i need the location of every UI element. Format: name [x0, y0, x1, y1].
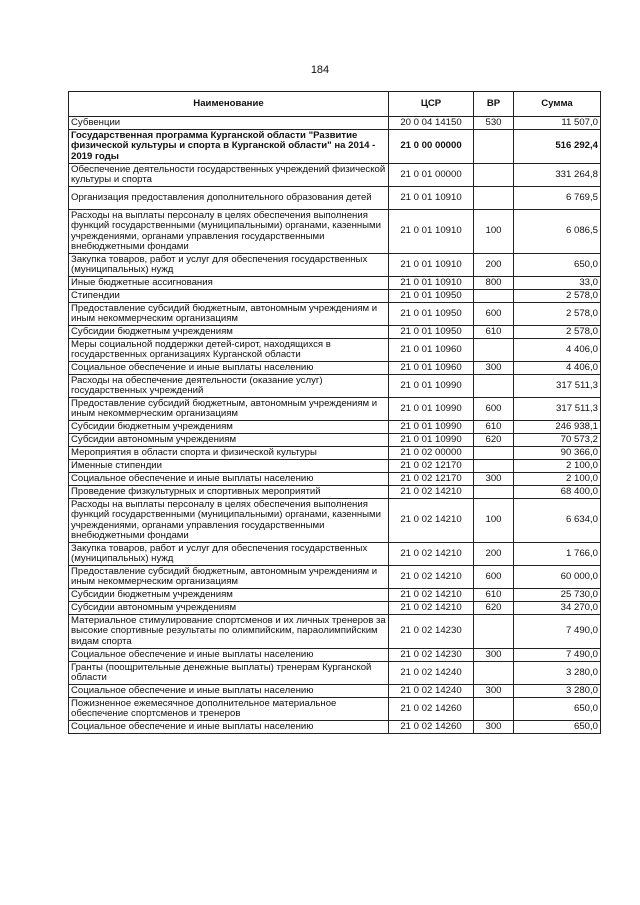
row-vr: 300: [474, 721, 514, 734]
row-vr: 610: [474, 421, 514, 434]
row-vr: 600: [474, 398, 514, 421]
row-name: Материальное стимулирование спортсменов и их личных тренеров за высокие спортивные результаты по олимпийским, параолимпийским видам спорта: [69, 615, 389, 649]
row-vr: [474, 615, 514, 649]
row-vr: [474, 698, 514, 721]
row-csr: 21 0 02 14230: [389, 649, 474, 662]
table-row: [69, 662, 601, 685]
table-row: [69, 460, 601, 473]
row-name: Расходы на обеспечение деятельности (оказание услуг) государственных учреждений: [69, 375, 389, 398]
table-row: [69, 566, 601, 589]
row-vr: 100: [474, 499, 514, 543]
row-vr: 530: [474, 117, 514, 130]
row-vr: 200: [474, 543, 514, 566]
table-row: [69, 421, 601, 434]
row-vr: 600: [474, 303, 514, 326]
row-sum: 2 100,0: [514, 460, 601, 473]
row-vr: [474, 339, 514, 362]
row-sum: 650,0: [514, 698, 601, 721]
row-sum: 25 730,0: [514, 589, 601, 602]
row-name: Субсидии автономным учреждениям: [69, 434, 389, 447]
row-vr: 100: [474, 210, 514, 254]
row-csr: 21 0 01 10960: [389, 339, 474, 362]
row-csr: 21 0 01 10990: [389, 434, 474, 447]
table-row: [69, 486, 601, 499]
table-row: [69, 254, 601, 277]
row-csr: 21 0 01 10950: [389, 290, 474, 303]
row-csr: 21 0 01 10910: [389, 254, 474, 277]
row-name: Социальное обеспечение и иные выплаты населению: [69, 649, 389, 662]
table-row: [69, 698, 601, 721]
row-sum: 3 280,0: [514, 662, 601, 685]
row-vr: 610: [474, 326, 514, 339]
table-row: [69, 589, 601, 602]
row-sum: 246 938,1: [514, 421, 601, 434]
row-name: Закупка товаров, работ и услуг для обеспечения государственных (муниципальных) нужд: [69, 254, 389, 277]
row-csr: 21 0 01 10910: [389, 210, 474, 254]
row-sum: 1 766,0: [514, 543, 601, 566]
row-name: Проведение физкультурных и спортивных мероприятий: [69, 486, 389, 499]
table-row: [69, 326, 601, 339]
row-name: Предоставление субсидий бюджетным, автономным учреждениям и иным некоммерческим организациям: [69, 303, 389, 326]
row-csr: 21 0 02 14240: [389, 662, 474, 685]
row-name: Предоставление субсидий бюджетным, автономным учреждениям и иным некоммерческим организациям: [69, 398, 389, 421]
row-vr: 300: [474, 649, 514, 662]
row-vr: 300: [474, 362, 514, 375]
row-csr: 21 0 02 14210: [389, 602, 474, 615]
row-sum: 3 280,0: [514, 685, 601, 698]
row-sum: 2 578,0: [514, 326, 601, 339]
row-csr: 21 0 02 14260: [389, 698, 474, 721]
row-name: Субвенции: [69, 117, 389, 130]
row-vr: 610: [474, 589, 514, 602]
row-sum: 34 270,0: [514, 602, 601, 615]
row-csr: 21 0 01 10950: [389, 326, 474, 339]
table-row: [69, 447, 601, 460]
row-sum: 650,0: [514, 721, 601, 734]
table-row: [69, 615, 601, 649]
row-name: Социальное обеспечение и иные выплаты населению: [69, 473, 389, 486]
table-row: [69, 164, 601, 187]
row-vr: 300: [474, 473, 514, 486]
row-csr: 21 0 01 10990: [389, 421, 474, 434]
table-row: [69, 277, 601, 290]
row-sum: 2 578,0: [514, 303, 601, 326]
table-row: [69, 375, 601, 398]
row-csr: 21 0 01 10910: [389, 277, 474, 290]
row-csr: 21 0 01 10910: [389, 187, 474, 210]
table-row: [69, 339, 601, 362]
row-name: Закупка товаров, работ и услуг для обеспечения государственных (муниципальных) нужд: [69, 543, 389, 566]
row-vr: [474, 460, 514, 473]
row-csr: 21 0 02 14240: [389, 685, 474, 698]
row-sum: 2 100,0: [514, 473, 601, 486]
row-csr: 21 0 02 14230: [389, 615, 474, 649]
row-sum: 516 292,4: [514, 130, 601, 164]
row-sum: 60 000,0: [514, 566, 601, 589]
row-sum: 4 406,0: [514, 362, 601, 375]
row-name: Организация предоставления дополнительного образования детей: [69, 187, 389, 210]
table-row: [69, 543, 601, 566]
row-sum: 7 490,0: [514, 615, 601, 649]
row-sum: 4 406,0: [514, 339, 601, 362]
table-row: [69, 685, 601, 698]
table-row: [69, 398, 601, 421]
row-name: Социальное обеспечение и иные выплаты населению: [69, 685, 389, 698]
row-name: Пожизненное ежемесячное дополнительное материальное обеспечение спортсменов и тренеров: [69, 698, 389, 721]
table-row: [69, 117, 601, 130]
row-csr: 21 0 00 00000: [389, 130, 474, 164]
row-name: Меры социальной поддержки детей-сирот, находящихся в государственных организациях Курганской области: [69, 339, 389, 362]
row-csr: 21 0 02 00000: [389, 447, 474, 460]
row-name: Расходы на выплаты персоналу в целях обеспечения выполнения функций государственными (муниципальными) органами, казенными учреждениями, органами управления государственными внебюджетными фондами: [69, 499, 389, 543]
page-number: 184: [310, 64, 330, 76]
row-sum: 11 507,0: [514, 117, 601, 130]
row-vr: 620: [474, 602, 514, 615]
row-vr: [474, 130, 514, 164]
row-name: Социальное обеспечение и иные выплаты населению: [69, 721, 389, 734]
row-csr: 21 0 02 14210: [389, 499, 474, 543]
row-csr: 21 0 01 10950: [389, 303, 474, 326]
table-row: [69, 499, 601, 543]
row-name: Мероприятия в области спорта и физической культуры: [69, 447, 389, 460]
header-name: Наименование: [69, 92, 389, 117]
row-sum: 90 366,0: [514, 447, 601, 460]
row-csr: 21 0 02 12170: [389, 460, 474, 473]
header-vr: ВР: [474, 92, 514, 117]
row-vr: [474, 290, 514, 303]
row-csr: 21 0 02 14210: [389, 566, 474, 589]
row-sum: 317 511,3: [514, 398, 601, 421]
row-vr: 600: [474, 566, 514, 589]
row-vr: [474, 662, 514, 685]
table-body: [69, 117, 601, 734]
row-sum: 317 511,3: [514, 375, 601, 398]
row-csr: 21 0 01 10960: [389, 362, 474, 375]
row-name: Субсидии автономным учреждениям: [69, 602, 389, 615]
table-row: [69, 434, 601, 447]
row-csr: 21 0 02 14210: [389, 486, 474, 499]
table-header-row: [69, 92, 601, 117]
row-sum: 2 578,0: [514, 290, 601, 303]
row-csr: 21 0 01 00000: [389, 164, 474, 187]
row-name: Именные стипендии: [69, 460, 389, 473]
row-name: Стипендии: [69, 290, 389, 303]
row-sum: 6 634,0: [514, 499, 601, 543]
row-name: Гранты (поощрительные денежные выплаты) тренерам Курганской области: [69, 662, 389, 685]
row-sum: 331 264,8: [514, 164, 601, 187]
row-sum: 6 769,5: [514, 187, 601, 210]
row-csr: 21 0 02 14260: [389, 721, 474, 734]
row-name: Субсидии бюджетным учреждениям: [69, 421, 389, 434]
row-sum: 70 573,2: [514, 434, 601, 447]
table-row: [69, 473, 601, 486]
row-vr: 300: [474, 685, 514, 698]
row-name: Расходы на выплаты персоналу в целях обеспечения выполнения функций государственными (муниципальными) органами, казенными учреждениями, органами управления государственными внебюджетными фондами: [69, 210, 389, 254]
row-name: Иные бюджетные ассигнования: [69, 277, 389, 290]
row-csr: 21 0 02 12170: [389, 473, 474, 486]
table-row: [69, 130, 601, 164]
row-sum: 6 086,5: [514, 210, 601, 254]
table-row: [69, 362, 601, 375]
row-name: Субсидии бюджетным учреждениям: [69, 589, 389, 602]
table-row: [69, 649, 601, 662]
row-name: Государственная программа Курганской области "Развитие физической культуры и спорта в Курганской области" на 2014 - 2019 годы: [69, 130, 389, 164]
row-csr: 21 0 01 10990: [389, 398, 474, 421]
row-vr: 800: [474, 277, 514, 290]
header-csr: ЦСР: [389, 92, 474, 117]
row-name: Субсидии бюджетным учреждениям: [69, 326, 389, 339]
row-vr: [474, 164, 514, 187]
row-csr: 21 0 02 14210: [389, 543, 474, 566]
row-vr: [474, 447, 514, 460]
row-sum: 68 400,0: [514, 486, 601, 499]
row-vr: [474, 486, 514, 499]
table-row: [69, 721, 601, 734]
table-row: [69, 290, 601, 303]
row-sum: 650,0: [514, 254, 601, 277]
row-name: Предоставление субсидий бюджетным, автономным учреждениям и иным некоммерческим организациям: [69, 566, 389, 589]
row-vr: 620: [474, 434, 514, 447]
row-vr: 200: [474, 254, 514, 277]
row-csr: 21 0 01 10990: [389, 375, 474, 398]
row-csr: 21 0 02 14210: [389, 589, 474, 602]
table-row: [69, 187, 601, 210]
row-sum: 7 490,0: [514, 649, 601, 662]
row-name: Обеспечение деятельности государственных учреждений физической культуры и спорта: [69, 164, 389, 187]
row-vr: [474, 187, 514, 210]
row-vr: [474, 375, 514, 398]
row-sum: 33,0: [514, 277, 601, 290]
table-row: [69, 303, 601, 326]
table-row: [69, 210, 601, 254]
header-sum: Сумма: [514, 92, 601, 117]
budget-table: [68, 91, 601, 734]
row-name: Социальное обеспечение и иные выплаты населению: [69, 362, 389, 375]
table-row: [69, 602, 601, 615]
row-csr: 20 0 04 14150: [389, 117, 474, 130]
